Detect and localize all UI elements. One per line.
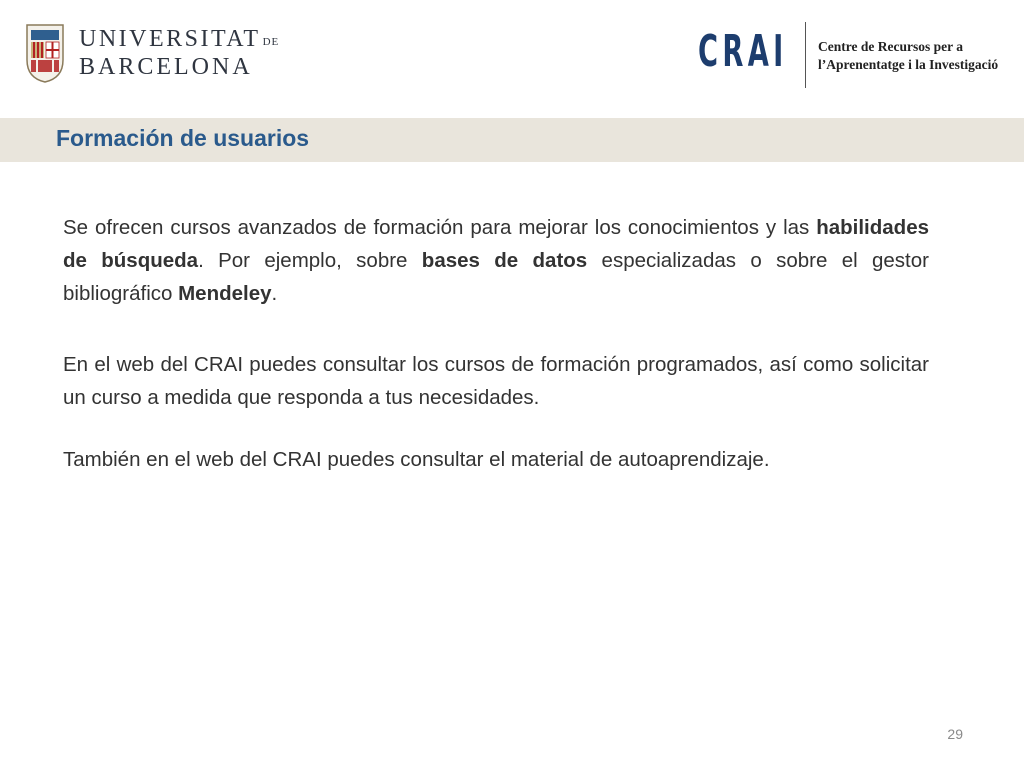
crai-full-name [818,38,998,74]
bold-mendeley: Mendeley [178,282,272,305]
crai-name-line1: Centre de Recursos per a [818,39,963,54]
slide-body [63,211,929,476]
bold-search-skills: habilidades de búsqueda [63,216,929,272]
paragraph-1: Se ofrecen cursos avanzados de formación para mejorar los conocimientos y las habilidades de búsqueda. Por ejemplo, sobre bases de datos especializadas o sobre el gestor bibliográfico Mendeley. [63,216,929,305]
university-shield-icon [24,22,66,84]
paragraph-2: En el web del CRAI puedes consultar los cursos de formación programados, así como solicitar un curso a medida que responda a tus necesidades. [63,353,929,409]
university-logo [24,22,280,88]
logo-divider [805,22,806,88]
page-number: 29 [947,726,963,742]
bold-databases: bases de datos [421,249,588,272]
crai-name-line2: l’Aprenentatge i la Investigació [818,57,999,72]
paragraph-3: También en el web del CRAI puedes consultar el material de autoaprendizaje. [63,448,770,471]
university-name-line1: UNIVERSITAT DE [79,26,280,52]
title-band [0,118,1024,162]
university-name-line2: BARCELONA [79,54,253,80]
crai-wordmark: CRAI [698,26,788,77]
crai-logo [698,22,1018,88]
slide-title: Formación de usuarios [56,125,310,151]
